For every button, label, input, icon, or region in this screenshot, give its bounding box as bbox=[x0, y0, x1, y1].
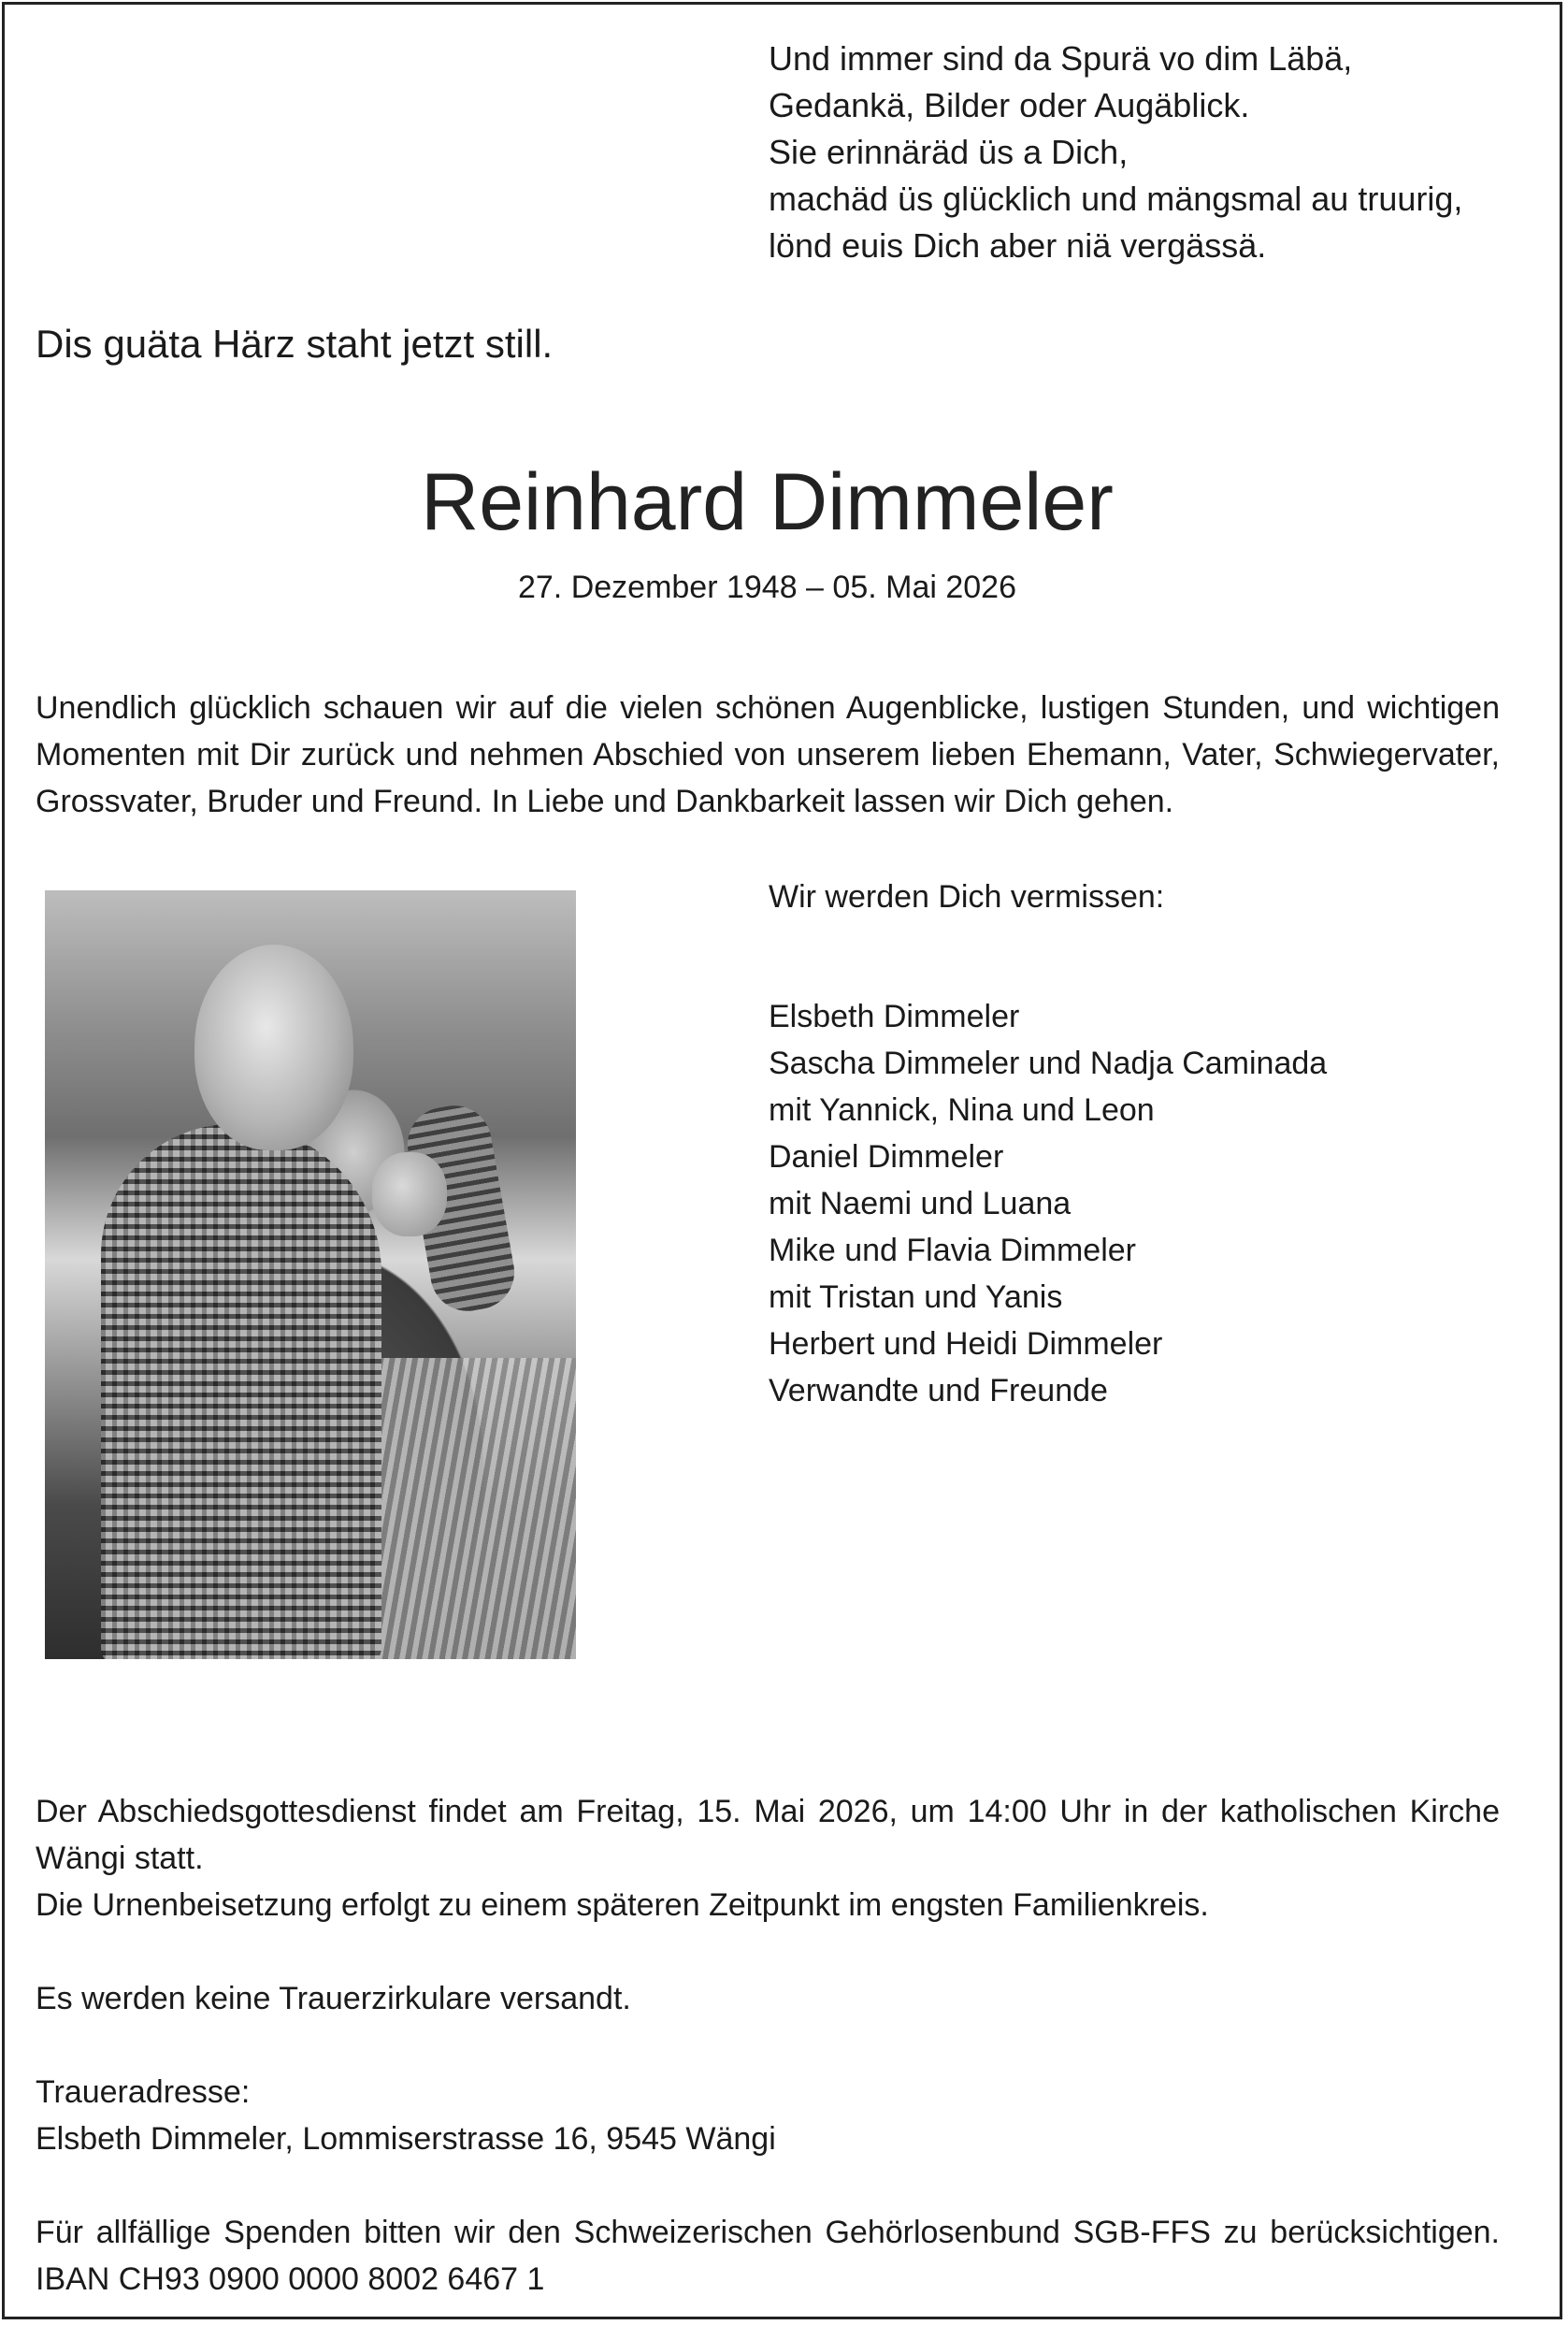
circulars-notice: Es werden keine Trauerzirkulare versandt. bbox=[36, 1981, 631, 2016]
life-dates: 27. Dezember 1948 – 05. Mai 2026 bbox=[517, 570, 1016, 605]
mourner-name: Sascha Dimmeler und Nadja Caminada bbox=[769, 1046, 1328, 1081]
mourning-address: Elsbeth Dimmeler, Lommiserstrasse 16, 9545 Wängi bbox=[36, 2121, 776, 2157]
poem bbox=[769, 36, 1517, 269]
portrait-photo bbox=[45, 890, 576, 1659]
poem-line: Und immer sind da Spurä vo dim Läbä, bbox=[769, 39, 1353, 78]
mourner-name: Verwandte und Freunde bbox=[769, 1373, 1108, 1408]
mourners-list bbox=[769, 874, 1498, 1414]
mourner-name: Herbert und Heidi Dimmeler bbox=[769, 1326, 1163, 1362]
mourners-intro: Wir werden Dich vermissen: bbox=[769, 879, 1165, 915]
service-info bbox=[36, 1788, 1500, 2303]
farewell-text: Unendlich glücklich schauen wir auf die vielen schönen Augenblicke, lustigen Stunden, und wichtigen Momenten mit Dir zurück und nehmen Abschied von unserem lieben Ehemann, Vater, Schwiegervater, Grossvater, Bruder und Freund. In Liebe und Dankbarkeit lassen wir Dich gehen. bbox=[36, 690, 1500, 819]
mourner-name: Elsbeth Dimmeler bbox=[769, 999, 1020, 1034]
deceased-name: Reinhard Dimmeler bbox=[421, 457, 1114, 547]
portrait-head bbox=[194, 945, 353, 1150]
mourner-name: mit Tristan und Yanis bbox=[769, 1279, 1063, 1315]
poem-line: lönd euis Dich aber niä vergässä. bbox=[769, 226, 1267, 265]
mourner-name: mit Yannick, Nina und Leon bbox=[769, 1092, 1155, 1128]
mourner-name: mit Naemi und Luana bbox=[769, 1186, 1072, 1221]
mourner-name: Mike und Flavia Dimmeler bbox=[769, 1233, 1136, 1268]
checked-shirt bbox=[101, 1124, 381, 1659]
urn-notice: Die Urnenbeisetzung erfolgt zu einem späteren Zeitpunkt im engsten Familienkreis. bbox=[36, 1887, 1209, 1923]
poem-line: machäd üs glücklich und mängsmal au truurig, bbox=[769, 180, 1463, 218]
headline: Dis guäta Härz staht jetzt still. bbox=[36, 322, 554, 366]
portrait-hand bbox=[372, 1152, 447, 1236]
donation-notice: Für allfällige Spenden bitten wir den Schweizerischen Gehörlosenbund SGB-FFS zu berücksichtigen. IBAN CH93 0900 0000 8002 6467 1 bbox=[36, 2215, 1500, 2297]
funeral-notice: Der Abschiedsgottesdienst findet am Freitag, 15. Mai 2026, um 14:00 Uhr in der katholischen Kirche Wängi statt. bbox=[36, 1794, 1500, 1876]
address-label: Traueradresse: bbox=[36, 2074, 251, 2110]
poem-line: Sie erinnäräd üs a Dich, bbox=[769, 133, 1129, 171]
poem-line: Gedankä, Bilder oder Augäblick. bbox=[769, 86, 1250, 124]
mourner-name: Daniel Dimmeler bbox=[769, 1139, 1004, 1175]
